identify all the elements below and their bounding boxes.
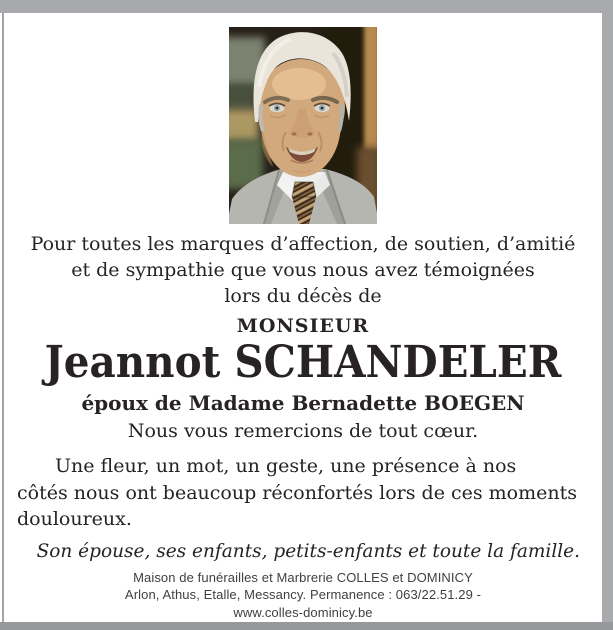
intro-line-2: et de sympathie que vous nous avez témoignées: [71, 259, 535, 281]
spouse-line: époux de Madame Bernadette BOEGEN: [81, 391, 525, 415]
intro-line-1: Pour toutes les marques d’affection, de soutien, d’amitié: [30, 233, 576, 255]
funeral-home-website: www.colles-dominicy.be: [233, 604, 373, 620]
deceased-name: Jeannot SCHANDELER: [44, 337, 562, 388]
scan-margin-right: [602, 0, 613, 630]
paragraph-line-3: douloureux.: [17, 508, 132, 530]
civility-title: MONSIEUR: [236, 315, 370, 337]
scan-margin-bottom: [0, 622, 613, 630]
intro-line-3: lors du décès de: [224, 285, 382, 307]
portrait-photo: [229, 27, 377, 224]
memorial-card: [4, 13, 602, 622]
scan-margin-top: [0, 0, 613, 13]
paragraph-line-2: côtés nous ont beaucoup réconfortés lors de ces moments: [17, 481, 578, 504]
funeral-home-name: Maison de funérailles et Marbrerie COLLES et DOMINICY: [133, 569, 473, 585]
paragraph-line-1: Une fleur, un mot, un geste, une présence à nos: [55, 455, 517, 477]
funeral-home-footer: [4, 569, 602, 622]
condolence-paragraph: [4, 453, 602, 533]
family-signature: Son épouse, ses enfants, petits-enfants et toute la famille.: [36, 540, 580, 562]
thanks-line: Nous vous remercions de tout cœur.: [127, 420, 479, 442]
intro-paragraph: [4, 231, 602, 309]
funeral-home-contact: Arlon, Athus, Etalle, Messancy. Permanence : 063/22.51.29 -: [124, 587, 482, 602]
